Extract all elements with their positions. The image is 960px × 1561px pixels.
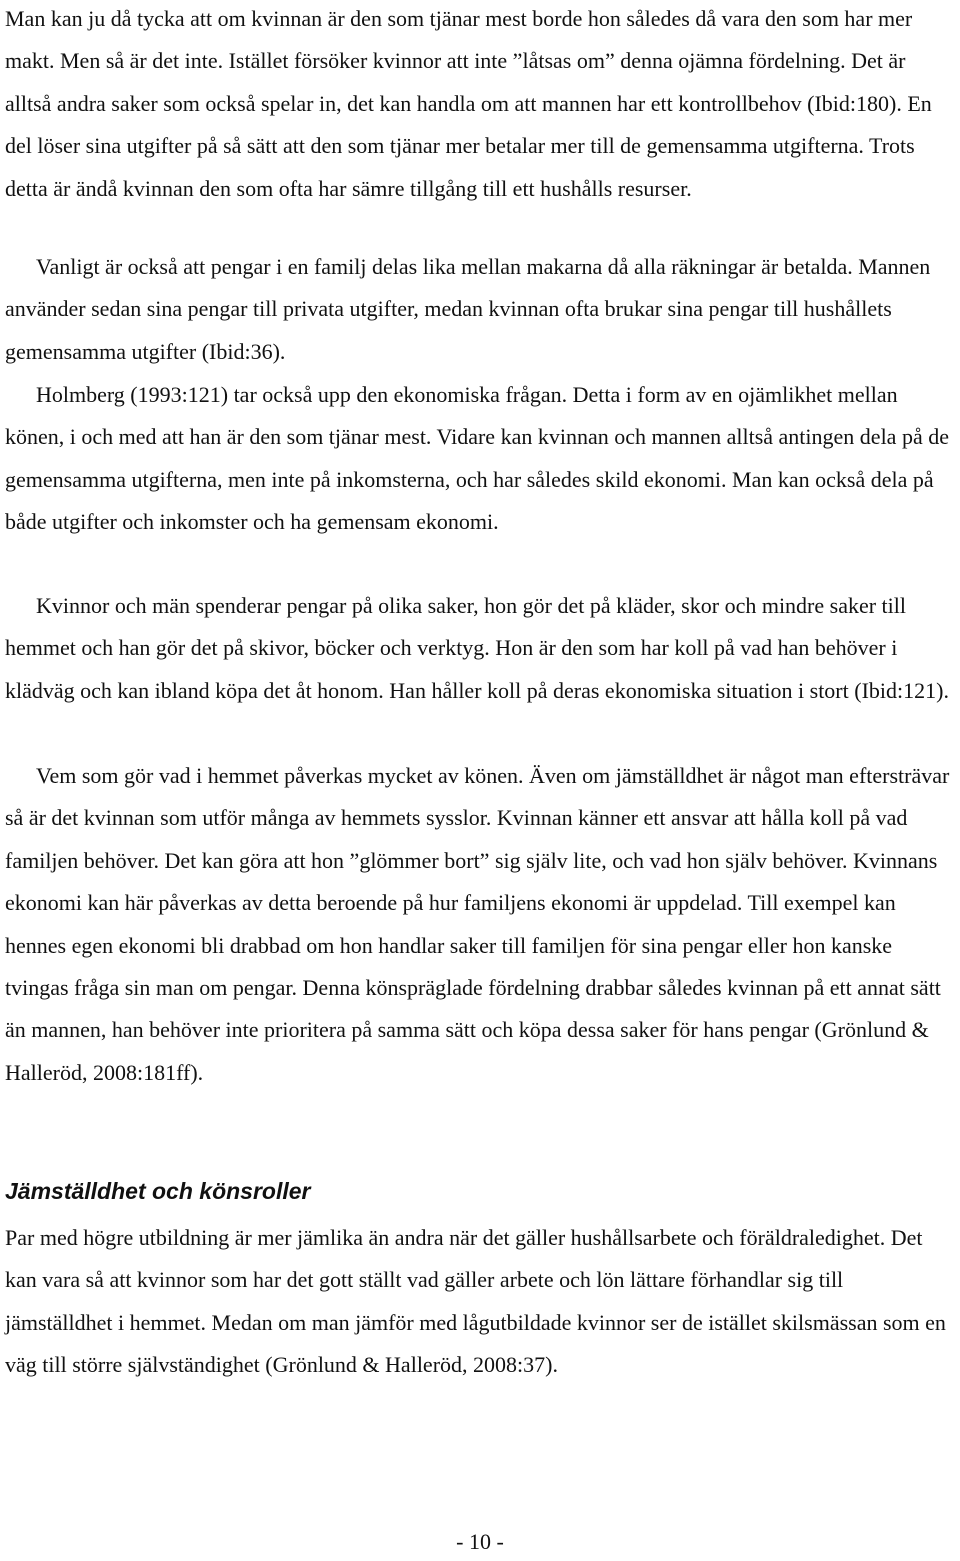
paragraph-5: Vem som gör vad i hemmet påverkas mycket av könen. Även om jämställdhet är något man eftersträvar så är det kvinnan som utför många av hemmets sysslor. Kvinnan känner ett ansvar att hålla koll på vad familjen behöver. Det kan göra att hon ”glömmer bort” sig själv lite, och vad hon själv behöver. Kvinnans ekonomi kan här påverkas av detta beroende på hur familjens ekonomi är uppdelad. Till exempel kan hennes egen ekonomi bli drabbad om hon handlar saker till familjen för sina pengar eller hon kanske tvingas fråga sin man om pengar. Denna könspräglade fördelning drabbar således kvinnan på ett annat sätt än mannen, han behöver inte prioritera på samma sätt och köpa dessa saker för hans pengar (Grönlund & Halleröd, 2008:181ff). bbox=[5, 763, 950, 1085]
paragraph-1: Man kan ju då tycka att om kvinnan är den som tjänar mest borde hon således då vara den som har mer makt. Men så är det inte. Istället försöker kvinnor att inte ”låtsas om” denna ojämna fördelning. Det är alltså andra saker som också spelar in, det kan handla om att mannen har ett kontrollbehov (Ibid:180). En del löser sina utgifter på så sätt att den som tjänar mer betalar mer till de gemensamma utgifterna. Trots detta är ändå kvinnan den som ofta har sämre tillgång till ett hushålls resurser. bbox=[5, 6, 932, 201]
section-paragraph: Par med högre utbildning är mer jämlika än andra när det gäller hushållsarbete och föräldraledighet. Det kan vara så att kvinnor som har det gott ställt vad gäller arbete och lön lättare förhandlar sig till jämställdhet i hemmet. Medan om man jämför med lågutbildade kvinnor ser de istället skilsmässan som en väg till större självständighet (Grönlund & Halleröd, 2008:37). bbox=[5, 1225, 946, 1378]
section-heading: Jämställdhet och könsroller bbox=[5, 1178, 311, 1204]
paragraph-2: Vanligt är också att pengar i en familj delas lika mellan makarna då alla räkningar är betalda. Mannen använder sedan sina pengar till privata utgifter, medan kvinnan ofta brukar sina pengar till hushållets gemensamma utgifter (Ibid:36). bbox=[5, 254, 931, 364]
page-number: - 10 - bbox=[456, 1529, 504, 1554]
paragraph-4: Kvinnor och män spenderar pengar på olika saker, hon gör det på kläder, skor och mindre saker till hemmet och han gör det på skivor, böcker och verktyg. Hon är den som har koll på vad han behöver i klädväg och kan ibland köpa det åt honom. Han håller koll på deras ekonomiska situation i stort (Ibid:121). bbox=[5, 593, 949, 703]
paragraph-3: Holmberg (1993:121) tar också upp den ekonomiska frågan. Detta i form av en ojämlikhet mellan könen, i och med att han är den som tjänar mest. Vidare kan kvinnan och mannen alltså antingen dela på de gemensamma utgifterna, men inte på inkomsterna, och har således skild ekonomi. Man kan också dela på både utgifter och inkomster och ha gemensam ekonomi. bbox=[5, 382, 949, 535]
